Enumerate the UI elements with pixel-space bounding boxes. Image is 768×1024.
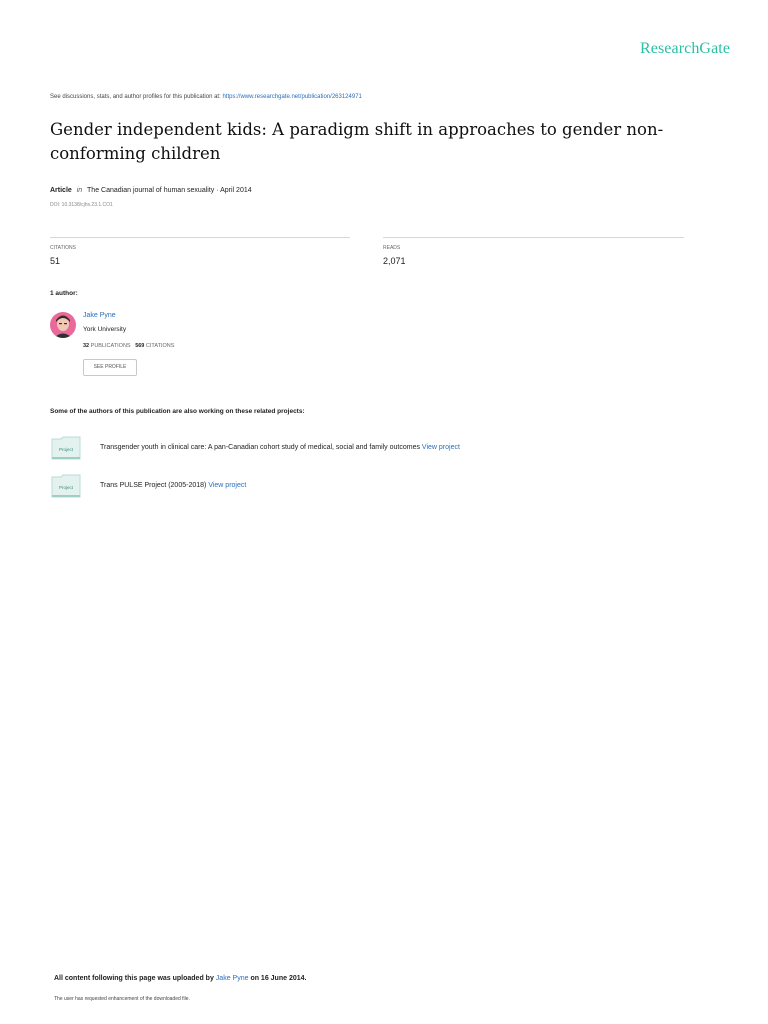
citations-divider [50,237,350,238]
reads-label: READS [383,245,401,251]
enhancement-note: The user has requested enhancement of the downloaded file. [54,996,190,1002]
discussion-line [50,94,362,100]
reads-divider [383,237,684,238]
project-icon [51,474,81,503]
see-profile-button[interactable]: SEE PROFILE [83,359,137,376]
upload-suffix: on 16 June 2014. [250,975,307,982]
view-project-link[interactable]: View project [208,482,247,489]
view-project-link[interactable]: View project [421,444,460,451]
avatar-image [50,312,76,338]
project-item [100,444,460,451]
paper-meta [50,187,252,194]
project-title: Trans PULSE Project (2005-2018) [100,482,207,489]
journal-date[interactable]: The Canadian journal of human sexuality · April 2014 [87,187,252,194]
paper-title: Gender independent kids: A paradigm shift in approaches to gender non-conforming children [50,120,664,163]
author-citations-label: CITATIONS [145,343,175,349]
related-projects-heading: Some of the authors of this publication are also working on these related projects: [50,408,305,415]
citations-value: 51 [50,256,61,266]
author-publications-label: PUBLICATIONS [90,343,131,349]
paper-type: Article [50,187,72,194]
in-label: in [76,187,83,194]
project-title: Transgender youth in clinical care: A pan-Canadian cohort study of medical, social and family outcomes [100,444,420,451]
citations-label: CITATIONS [50,245,76,251]
upload-prefix: All content following this page was uploaded by [54,975,214,982]
researchgate-logo[interactable]: ResearchGate [640,40,731,57]
project-icon [51,436,81,465]
publication-url-link[interactable]: https://www.researchgate.net/publication/263124971 [222,94,362,100]
project-icon-label: Project [58,485,74,490]
reads-value: 2,071 [383,256,406,266]
project-item [100,482,246,489]
author-publications-count: 32 [83,343,90,349]
discussion-text: See discussions, stats, and author profiles for this publication at: [50,94,221,100]
uploader-link[interactable]: Jake Pyne [215,975,249,982]
author-avatar[interactable] [50,312,76,338]
author-citations-count: 569 [135,343,145,349]
author-name-link[interactable]: Jake Pyne [83,312,116,319]
folder-icon [51,474,81,498]
author-stats [83,343,174,349]
authors-heading: 1 author: [50,290,78,297]
project-icon-label: Project [58,447,74,452]
upload-notice [54,975,306,982]
author-institution: York University [83,326,127,333]
paper-doi: DOI: 10.3138/cjhs.23.1.CO1 [50,202,113,208]
folder-icon [51,436,81,460]
